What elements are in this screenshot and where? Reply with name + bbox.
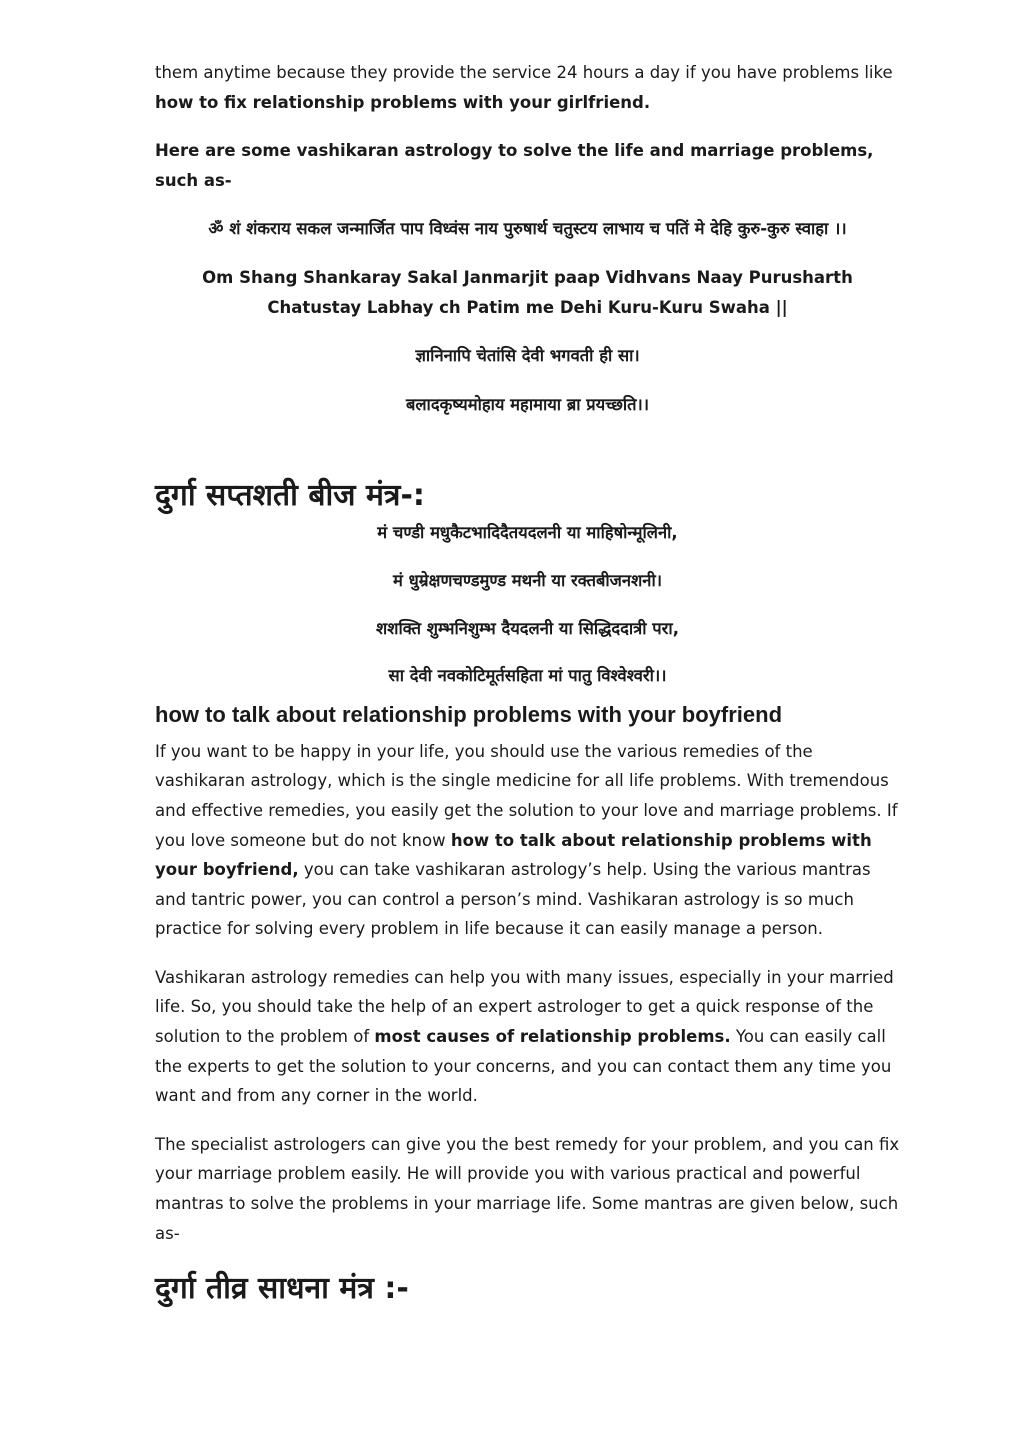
intro-bold-paragraph: Here are some vashikaran astrology to solve the life and marriage problems, such as- [155,141,874,190]
intro-text: them anytime because they provide the service 24 hours a day if you have problems like [155,63,893,82]
paragraph-text: You can easily call the experts to get the solution to your concerns, and you can contact them any time you want and from any corner in the world. [155,1027,892,1106]
intro-paragraph [155,58,900,117]
mantra-hindi: ॐ शं शंकराय सकल जन्मार्जित पाप विध्वंस नाय पुरुषार्थ चतुस्टय लाभाय च पतिं मे देहि कुरु-कुरु स्वाहा ।। [208,219,847,239]
section-heading-boyfriend: how to talk about relationship problems with your boyfriend [155,701,783,727]
paragraph-bold-text: how to talk about relationship problems with your boyfriend, [155,830,872,880]
mantra-roman: Om Shang Shankaray Sakal Janmarjit paap Vidhvans Naay Purusharth Chatustay Labhay ch Patim me Dehi Kuru-Kuru Swaha || [202,267,853,317]
section-heading-durga-tivra: दुर्गा तीव्र साधना मंत्र :- [155,1271,409,1307]
body-paragraph: The specialist astrologers can give you the best remedy for your problem, and you can fix your marriage problem easily. He will provide you with various practical and powerful mantras to solve the problems in your marriage life. Some mantras are given below, such as- [155,1134,900,1243]
body-paragraph [155,963,900,1111]
bija-mantra-block [155,518,900,690]
paragraph-text: If you want to be happy in your life, you should use the various remedies of the vashikaran astrology, which is the single medicine for all life problems. With tremendous and effective remedies, you easily get the solution to your love and marriage problems. If you love someone but do not know [155,741,898,850]
document-page [155,58,900,1311]
mantra-line: मं चण्डी मधुकैटभादिदैतयदलनी या माहिषोन्मूलिनी, [377,523,678,543]
mantra-line: मं धुम्रेक्षणचण्डमुण्ड मथनी या रक्तबीजनशनी। [393,570,662,590]
section-heading-durga-saptashati: दुर्गा सप्तशती बीज मंत्र-: [155,478,425,514]
paragraph-text: you can take vashikaran astrology’s help. Using the various mantras and tantric power, you can control a person’s mind. Vashikaran astrology is so much practice for solving every problem in life because it can easily manage a person. [155,860,871,939]
paragraph-bold-text: most causes of relationship problems. [374,1027,731,1047]
intro-bold-text: how to fix relationship problems with your girlfriend. [155,92,651,112]
mantra-line: ज्ञानिनापि चेतांसि देवी भगवती ही सा। [415,346,640,366]
body-paragraph [155,737,900,944]
paragraph-text: Vashikaran astrology remedies can help you with many issues, especially in your married life. So, you should take the help of an expert astrologer to get a quick response of the solution to the problem of [155,967,894,1047]
mantra-line: सा देवी नवकोटिमूर्तसहिता मां पातु विश्वेश्वरी।। [388,666,667,686]
mantra-line: शशक्ति शुम्भनिशुम्भ दैयदलनी या सिद्धिददात्री परा, [376,618,679,638]
mantra-line: बलादकृष्यमोहाय महामाया ब्रा प्रयच्छति।। [405,394,650,414]
